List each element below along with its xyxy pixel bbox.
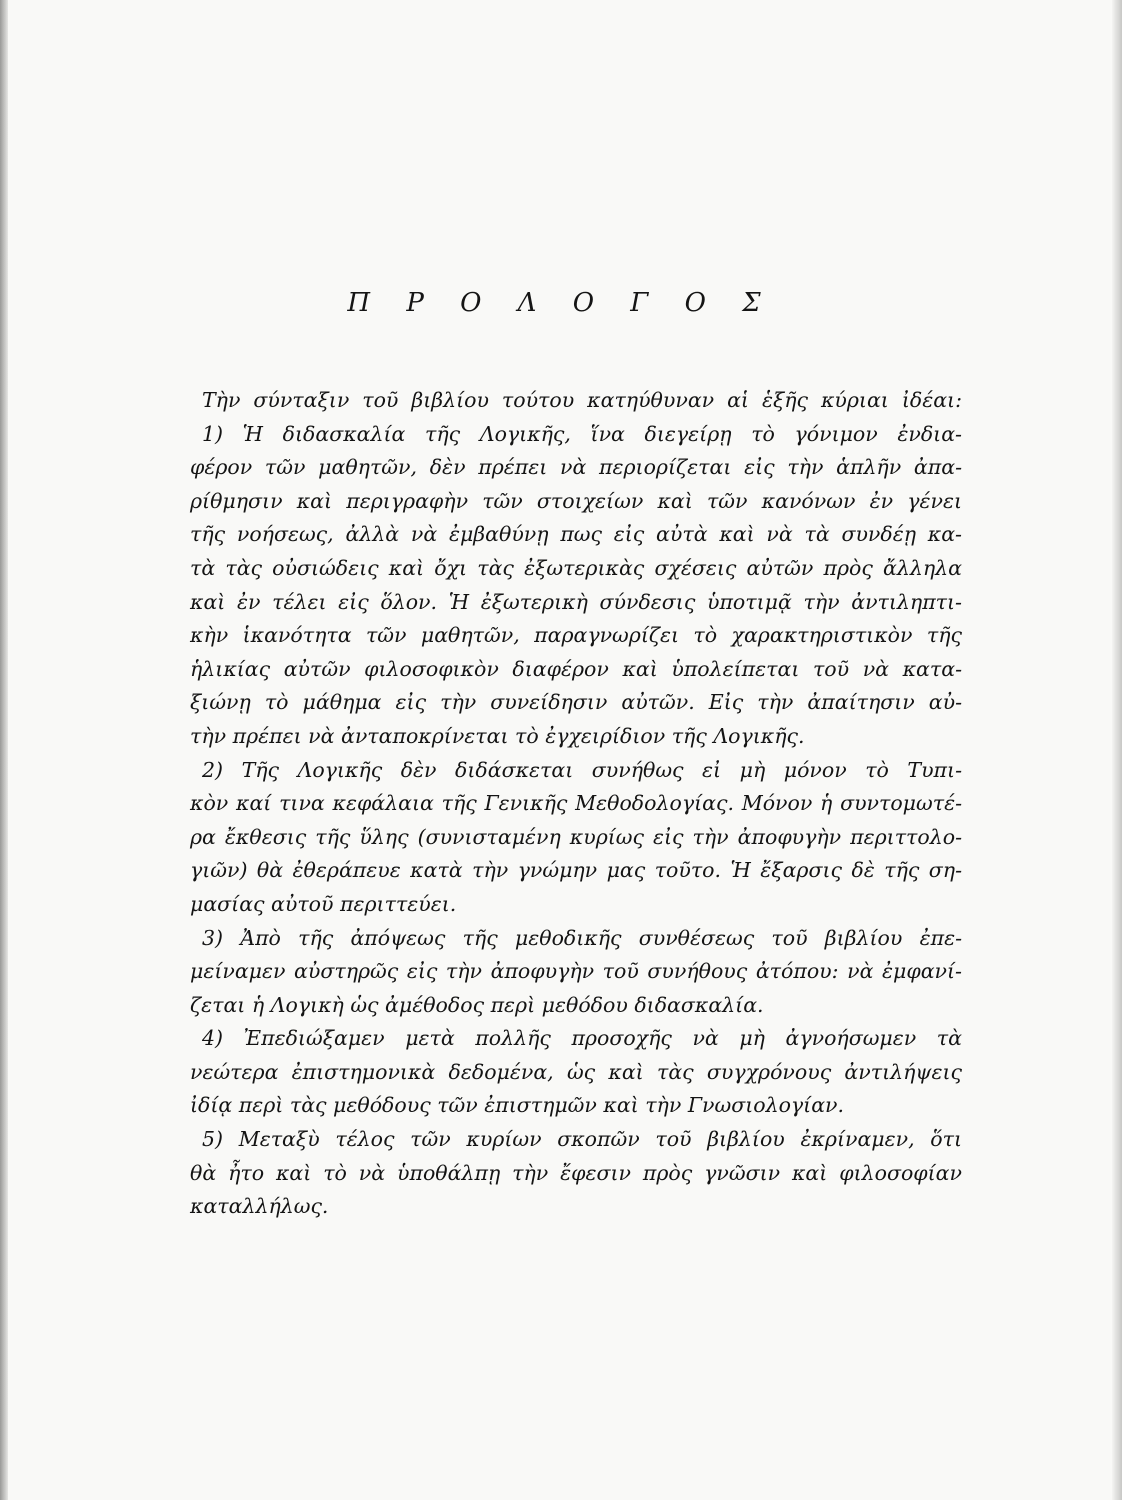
- text-line: καταλλήλως.: [190, 1194, 329, 1219]
- text-line: 3) Ἀπὸ τῆς ἀπόψεως τῆς μεθοδικῆς συνθέσεως τοῦ βιβλίου ἐπε-: [202, 925, 962, 950]
- text-line: τὰ τὰς οὐσιώδεις καὶ ὄχι τὰς ἐξωτερικὰς σχέσεις αὐτῶν πρὸς ἄλληλα: [190, 555, 962, 580]
- text-line: 4) Ἐπεδιώξαμεν μετὰ πολλῆς προσοχῆς νὰ μὴ ἀγνοήσωμεν τὰ: [202, 1026, 962, 1051]
- text-line: ξιώνῃ τὸ μάθημα εἰς τὴν συνείδησιν αὐτῶν. Εἰς τὴν ἀπαίτησιν αὐ-: [190, 690, 962, 715]
- page-right-edge-shadow: [1112, 0, 1122, 1500]
- text-line: ἡλικίας αὐτῶν φιλοσοφικὸν διαφέρον καὶ ὑπολείπεται τοῦ νὰ κατα-: [190, 656, 962, 681]
- text-line: νεώτερα ἐπιστημονικὰ δεδομένα, ὡς καὶ τὰς συγχρόνους ἀντιλήψεις: [190, 1059, 962, 1084]
- text-line: ρα ἔκθεσις τῆς ὕλης (συνισταμένη κυρίως εἰς τὴν ἀποφυγὴν περιττολο-: [190, 824, 962, 849]
- text-line: γιῶν) θὰ ἐθεράπευε κατὰ τὴν γνώμην μας τοῦτο. Ἡ ἔξαρσις δὲ τῆς ση-: [190, 858, 962, 883]
- text-line: ἰδίᾳ περὶ τὰς μεθόδους τῶν ἐπιστημῶν καὶ τὴν Γνωσιολογίαν.: [190, 1093, 845, 1118]
- text-line: τὴν πρέπει νὰ ἀνταποκρίνεται τὸ ἐγχειρίδιον τῆς Λογικῆς.: [190, 723, 805, 748]
- text-line: φέρον τῶν μαθητῶν, δὲν πρέπει νὰ περιορίζεται εἰς τὴν ἁπλῆν ἀπα-: [190, 455, 962, 480]
- text-line: 2) Τῆς Λογικῆς δὲν διδάσκεται συνήθως εἰ μὴ μόνον τὸ Τυπι-: [202, 757, 962, 782]
- text-line: 5) Μεταξὺ τέλος τῶν κυρίων σκοπῶν τοῦ βιβλίου ἐκρίναμεν, ὅτι: [202, 1127, 962, 1152]
- text-line: μασίας αὐτοῦ περιττεύει.: [190, 891, 457, 916]
- text-line: μείναμεν αὐστηρῶς εἰς τὴν ἀποφυγὴν τοῦ συνήθους ἀτόπου: νὰ ἐμφανί-: [190, 959, 962, 984]
- text-line: κὴν ἱκανότητα τῶν μαθητῶν, παραγνωρίζει τὸ χαρακτηριστικὸν τῆς: [190, 623, 962, 648]
- text-line: κὸν καί τινα κεφάλαια τῆς Γενικῆς Μεθοδολογίας. Μόνον ἡ συντομωτέ-: [190, 791, 962, 816]
- text-line: ρίθμησιν καὶ περιγραφὴν τῶν στοιχείων καὶ τῶν κανόνων ἐν γένει: [190, 488, 962, 513]
- page-left-edge-shadow: [0, 0, 8, 1500]
- text-line: τῆς νοήσεως, ἀλλὰ νὰ ἐμβαθύνῃ πως εἰς αὐτὰ καὶ νὰ τὰ συνδέῃ κα-: [190, 522, 962, 547]
- text-line: 1) Ἡ διδασκαλία τῆς Λογικῆς, ἵνα διεγείρῃ τὸ γόνιμον ἐνδια-: [202, 421, 962, 446]
- text-line: καὶ ἐν τέλει εἰς ὅλον. Ἡ ἐξωτερικὴ σύνδεσις ὑποτιμᾷ τὴν ἀντιληπτι-: [190, 589, 962, 614]
- text-line: θὰ ἦτο καὶ τὸ νὰ ὑποθάλπῃ τὴν ἔφεσιν πρὸς γνῶσιν καὶ φιλοσοφίαν: [190, 1160, 962, 1185]
- page-title: Π Ρ Ο Λ Ο Γ Ο Σ: [347, 288, 775, 318]
- prologue-text: [190, 384, 962, 1224]
- text-line: Τὴν σύνταξιν τοῦ βιβλίου τούτου κατηύθυναν αἱ ἑξῆς κύριαι ἰδέαι:: [202, 388, 962, 412]
- text-line: ζεται ἡ Λογικὴ ὡς ἀμέθοδος περὶ μεθόδου διδασκαλία.: [190, 992, 764, 1017]
